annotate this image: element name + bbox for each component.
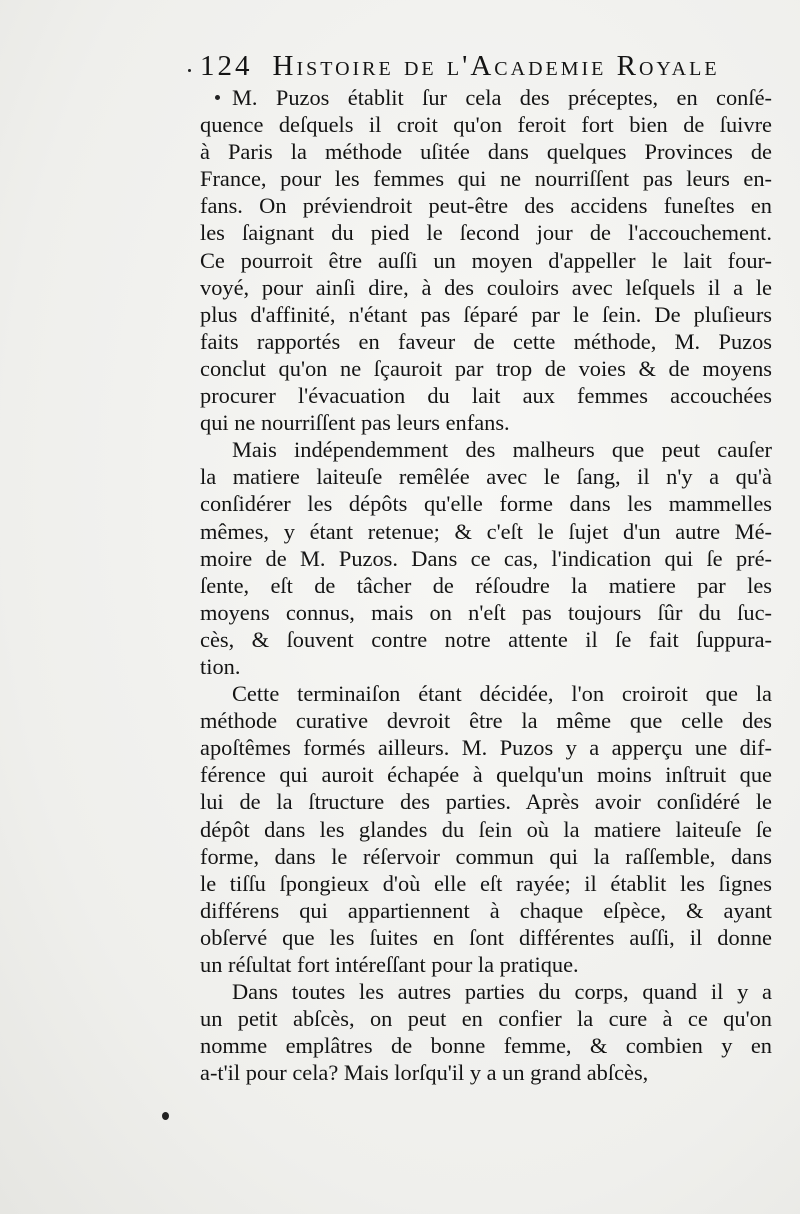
text-line: la matiere laiteuſe remêlée avec le ſang, il n'y a qu'à: [200, 464, 772, 490]
text-line: fans. On préviendroit peut-être des accidens funeſtes en: [200, 193, 772, 219]
text-line: forme, dans le réſervoir commun qui la raſſemble, dans: [200, 843, 772, 869]
text-line: faits rapportés en faveur de cette méthode, M. Puzos: [200, 328, 772, 354]
text-line: un réſultat fort intéreſſant pour la pratique.: [200, 952, 579, 977]
text-line: a-t'il pour cela? Mais lorſqu'il y a un grand abſcès,: [200, 1060, 649, 1086]
paragraph: [200, 84, 772, 436]
text-line: France, pour les femmes qui ne nourriſſent pas leurs en-: [200, 166, 772, 192]
text-line: voyé, pour ainſi dire, à des couloirs avec leſquels il a le: [200, 274, 772, 300]
text-line: lui de la ſtructure des parties. Après avoir conſidéré le: [200, 789, 772, 815]
text-line: qui ne nourriſſent pas leurs enfans.: [200, 410, 510, 436]
body-text: [200, 84, 772, 1086]
text-line: Cette terminaiſon étant décidée, l'on croiroit que la: [232, 681, 772, 707]
running-head: [200, 48, 760, 84]
text-line: tion.: [200, 653, 241, 679]
text-line: à Paris la méthode uſitée dans quelques Provinces de: [200, 139, 772, 165]
text-line: Ce pourroit être auſſi un moyen d'appeller le lait four-: [200, 247, 772, 273]
text-line: quence deſquels il croit qu'on feroit fort bien de ſuivre: [200, 112, 772, 138]
text-line: procurer l'évacuation du lait aux femmes accouchées: [200, 383, 772, 409]
text-line: ſente, eſt de tâcher de réſoudre la matiere par les: [200, 572, 772, 598]
text-line: Mais indépendemment des malheurs que peut cauſer: [232, 437, 772, 463]
ink-speck: [215, 95, 220, 100]
paragraph: [200, 680, 772, 978]
text-line: obſervé que les ſuites en ſont différentes auſſi, il donne: [200, 924, 772, 950]
text-line: moire de M. Puzos. Dans ce cas, l'indication qui ſe pré-: [200, 545, 772, 571]
paragraph: [200, 436, 772, 680]
running-title: Histoire de l'Academie Royale: [272, 50, 720, 82]
text-line: les ſaignant du pied le ſecond jour de l'accouchement.: [200, 220, 772, 246]
text-line: férence qui auroit échapée à quelqu'un moins inſtruit que: [200, 762, 772, 788]
text-line: conſidérer les dépôts qu'elle forme dans les mammelles: [200, 491, 772, 517]
text-line: méthode curative devroit être la même que celle des: [200, 708, 772, 734]
text-line: le tiſſu ſpongieux d'où elle eſt rayée; il établit les ſignes: [200, 870, 772, 896]
text-line: dépôt dans les glandes du ſein où la matiere laiteuſe ſe: [200, 816, 772, 842]
text-line: mêmes, y étant retenue; & c'eſt le ſujet d'un autre Mé-: [200, 518, 772, 544]
text-line: moyens connus, mais on n'eſt pas toujours ſûr du ſuc-: [200, 599, 772, 625]
text-line: cès, & ſouvent contre notre attente il ſe fait ſuppura-: [200, 626, 772, 652]
text-line: plus d'affinité, n'étant pas ſéparé par le ſein. De pluſieurs: [200, 301, 772, 327]
ink-speck: [188, 69, 191, 72]
page-number: 124: [200, 50, 253, 82]
text-line: conclut qu'on ne ſçauroit par trop de voies & de moyens: [200, 355, 772, 381]
text-line: un petit abſcès, on peut en confier la cure à ce qu'on: [200, 1006, 772, 1032]
text-line: Dans toutes les autres parties du corps, quand il y a: [232, 979, 772, 1005]
text-line: différens qui appartiennent à chaque eſpèce, & ayant: [200, 897, 772, 923]
ink-speck: [162, 1112, 169, 1120]
text-line: apoſtêmes formés ailleurs. M. Puzos y a apperçu une dif-: [200, 735, 772, 761]
paragraph: [200, 978, 772, 1086]
text-line: nomme emplâtres de bonne femme, & combien y en: [200, 1033, 772, 1059]
text-line: M. Puzos établit ſur cela des préceptes, en conſé-: [232, 85, 772, 110]
